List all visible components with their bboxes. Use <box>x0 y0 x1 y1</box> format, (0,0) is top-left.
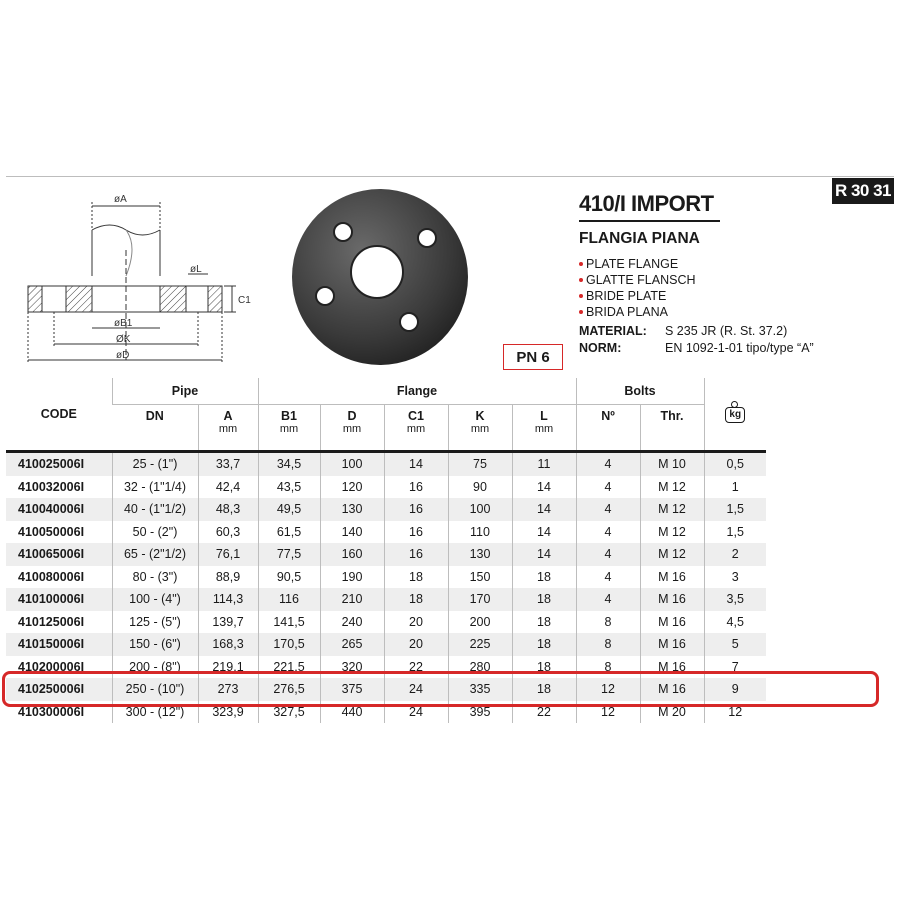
translation-item: BRIDE PLATE <box>579 288 696 304</box>
cell-l: 14 <box>512 498 576 521</box>
cell-d: 120 <box>320 476 384 499</box>
cell-c1: 24 <box>384 701 448 724</box>
cell-l: 18 <box>512 633 576 656</box>
cell-d: 210 <box>320 588 384 611</box>
cell-l: 18 <box>512 588 576 611</box>
cell-kg: 7 <box>704 656 766 679</box>
cell-code: 410080006I <box>18 569 85 584</box>
cell-b1: 170,5 <box>258 633 320 656</box>
cell-kg: 9 <box>704 678 766 701</box>
cell-dn: 50 - (2") <box>112 521 198 544</box>
cell-thr: M 16 <box>640 633 704 656</box>
cell-k: 395 <box>448 701 512 724</box>
translation-item: BRIDA PLANA <box>579 304 696 320</box>
cell-kg: 3,5 <box>704 588 766 611</box>
col-d-header: D mm <box>320 405 384 452</box>
cell-thr: M 10 <box>640 452 704 476</box>
cell-no: 12 <box>576 701 640 724</box>
cell-no: 4 <box>576 452 640 476</box>
cell-k: 335 <box>448 678 512 701</box>
cell-dn: 250 - (10") <box>112 678 198 701</box>
cell-a: 323,9 <box>198 701 258 724</box>
table-row <box>6 476 766 499</box>
cell-l: 14 <box>512 521 576 544</box>
table-row <box>6 611 766 634</box>
cell-no: 4 <box>576 543 640 566</box>
cell-no: 4 <box>576 566 640 589</box>
norm-value: EN 1092-1-01 tipo/type “A” <box>665 341 814 355</box>
cell-l: 18 <box>512 678 576 701</box>
cell-d: 100 <box>320 452 384 476</box>
flange-technical-drawing <box>20 190 260 370</box>
cell-kg: 2 <box>704 543 766 566</box>
dim-l-label: øL <box>190 264 202 275</box>
cell-code: 410032006I <box>18 479 85 494</box>
table-row <box>6 543 766 566</box>
cell-dn: 25 - (1") <box>112 452 198 476</box>
col-dn-header: DN <box>112 405 198 452</box>
table-row <box>6 678 766 701</box>
dim-a-label: øA <box>114 194 127 205</box>
cell-kg: 0,5 <box>704 452 766 476</box>
cell-b1: 43,5 <box>258 476 320 499</box>
cell-dn: 100 - (4") <box>112 588 198 611</box>
cell-c1: 16 <box>384 543 448 566</box>
cell-l: 22 <box>512 701 576 724</box>
cell-a: 139,7 <box>198 611 258 634</box>
cell-kg: 1,5 <box>704 521 766 544</box>
dim-c1-label: C1 <box>238 295 251 306</box>
cell-no: 8 <box>576 611 640 634</box>
cell-k: 100 <box>448 498 512 521</box>
group-bolts-header: Bolts <box>576 378 704 405</box>
cell-l: 18 <box>512 656 576 679</box>
catalog-code-badge: R 30 31 <box>832 178 894 204</box>
cell-d: 265 <box>320 633 384 656</box>
col-c1-header: C1 mm <box>384 405 448 452</box>
cell-code: 410040006I <box>6 498 112 521</box>
table-row <box>6 498 766 521</box>
col-code-header: CODE <box>6 378 112 452</box>
cell-k: 150 <box>448 566 512 589</box>
cell-d: 320 <box>320 656 384 679</box>
cell-d: 190 <box>320 566 384 589</box>
cell-d: 375 <box>320 678 384 701</box>
cell-dn: 40 - (1"1/2) <box>112 498 198 521</box>
cell-k: 200 <box>448 611 512 634</box>
translation-item: PLATE FLANGE <box>579 256 696 272</box>
col-no-header: Nº <box>576 405 640 452</box>
cell-a: 60,3 <box>198 521 258 544</box>
col-l-header: L mm <box>512 405 576 452</box>
cell-b1: 116 <box>258 588 320 611</box>
cell-c1: 18 <box>384 566 448 589</box>
cell-dn: 150 - (6") <box>112 633 198 656</box>
cell-dn: 32 - (1"1/4) <box>112 476 198 499</box>
cell-k: 110 <box>448 521 512 544</box>
cell-no: 4 <box>576 588 640 611</box>
material-value: S 235 JR (R. St. 37.2) <box>665 324 788 338</box>
cell-c1: 16 <box>384 521 448 544</box>
cell-d: 440 <box>320 701 384 724</box>
cell-thr: M 16 <box>640 656 704 679</box>
cell-thr: M 20 <box>640 701 704 724</box>
cell-no: 4 <box>576 476 640 499</box>
cell-no: 4 <box>576 521 640 544</box>
cell-thr: M 12 <box>640 476 704 499</box>
cell-no: 8 <box>576 656 640 679</box>
material-line <box>579 324 787 338</box>
norm-label: NORM: <box>579 341 622 355</box>
cell-code: 410150006I <box>6 633 112 656</box>
dim-b1-label: øB1 <box>114 318 133 329</box>
cell-a: 42,4 <box>198 476 258 499</box>
cell-c1: 22 <box>384 656 448 679</box>
cell-b1: 77,5 <box>258 543 320 566</box>
cell-k: 280 <box>448 656 512 679</box>
cell-b1: 90,5 <box>258 566 320 589</box>
cell-thr: M 16 <box>640 611 704 634</box>
cell-no: 4 <box>576 498 640 521</box>
norm-line <box>579 341 814 355</box>
cell-k: 75 <box>448 452 512 476</box>
cell-d: 160 <box>320 543 384 566</box>
cell-kg: 1,5 <box>704 498 766 521</box>
col-b1-header: B1 mm <box>258 405 320 452</box>
table-row <box>6 701 766 724</box>
table-row <box>6 452 766 476</box>
cell-code: 410065006I <box>6 543 112 566</box>
cell-a: 114,3 <box>198 588 258 611</box>
cell-k: 90 <box>448 476 512 499</box>
cell-thr: M 12 <box>640 498 704 521</box>
cell-k: 170 <box>448 588 512 611</box>
title-underline <box>579 220 720 222</box>
cell-l: 14 <box>512 476 576 499</box>
cell-d: 130 <box>320 498 384 521</box>
cell-kg: 4,5 <box>704 611 766 634</box>
cell-a: 273 <box>198 678 258 701</box>
cell-d: 240 <box>320 611 384 634</box>
cell-a: 88,9 <box>198 566 258 589</box>
cell-a: 168,3 <box>198 633 258 656</box>
cell-a: 33,7 <box>198 452 258 476</box>
cell-l: 11 <box>512 452 576 476</box>
translation-item: GLATTE FLANSCH <box>579 272 696 288</box>
cell-a: 48,3 <box>198 498 258 521</box>
flange-product-image <box>285 182 475 372</box>
cell-code: 410100006I <box>6 588 112 611</box>
cell-b1: 61,5 <box>258 521 320 544</box>
cell-b1: 221,5 <box>258 656 320 679</box>
col-k-header: K mm <box>448 405 512 452</box>
cell-thr: M 16 <box>640 566 704 589</box>
cell-l: 18 <box>512 611 576 634</box>
cell-dn: 65 - (2"1/2) <box>112 543 198 566</box>
table-row <box>6 566 766 589</box>
product-title: 410/I IMPORT <box>579 191 714 216</box>
cell-thr: M 16 <box>640 678 704 701</box>
cell-no: 12 <box>576 678 640 701</box>
cell-thr: M 16 <box>640 588 704 611</box>
col-thr-header: Thr. <box>640 405 704 452</box>
col-a-header: A mm <box>198 405 258 452</box>
table-row <box>6 656 766 679</box>
cell-c1: 20 <box>384 633 448 656</box>
cell-code: 410250006I <box>6 678 112 701</box>
translations-list <box>579 256 696 320</box>
cell-code: 410025006I <box>6 452 112 476</box>
weight-icon: kg <box>725 407 745 423</box>
group-flange-header: Flange <box>258 378 576 405</box>
cell-kg: 3 <box>704 566 766 589</box>
group-pipe-header: Pipe <box>112 378 258 405</box>
cell-no: 8 <box>576 633 640 656</box>
cell-dn: 200 - (8") <box>112 656 198 679</box>
col-weight-header <box>704 378 766 452</box>
cell-c1: 16 <box>384 498 448 521</box>
dimensions-table <box>6 378 766 723</box>
table-row <box>6 633 766 656</box>
dim-k-label: ØK <box>116 334 131 345</box>
cell-c1: 20 <box>384 611 448 634</box>
cell-c1: 16 <box>384 476 448 499</box>
cell-k: 225 <box>448 633 512 656</box>
top-rule <box>6 176 894 177</box>
cell-kg: 5 <box>704 633 766 656</box>
cell-l: 14 <box>512 543 576 566</box>
cell-b1: 327,5 <box>258 701 320 724</box>
cell-kg: 1 <box>704 476 766 499</box>
dim-d-label: øD <box>116 350 130 361</box>
cell-code: 410200006I <box>18 659 85 674</box>
cell-thr: M 12 <box>640 521 704 544</box>
cell-b1: 49,5 <box>258 498 320 521</box>
table-row <box>6 521 766 544</box>
table-row <box>6 588 766 611</box>
cell-code: 410125006I <box>18 614 85 629</box>
cell-a: 219,1 <box>198 656 258 679</box>
cell-b1: 276,5 <box>258 678 320 701</box>
cell-k: 130 <box>448 543 512 566</box>
cell-b1: 34,5 <box>258 452 320 476</box>
cell-dn: 80 - (3") <box>112 566 198 589</box>
cell-kg: 12 <box>704 701 766 724</box>
cell-c1: 14 <box>384 452 448 476</box>
cell-c1: 18 <box>384 588 448 611</box>
cell-d: 140 <box>320 521 384 544</box>
pressure-rating-badge: PN 6 <box>503 344 563 370</box>
cell-dn: 125 - (5") <box>112 611 198 634</box>
cell-b1: 141,5 <box>258 611 320 634</box>
cell-code: 410050006I <box>18 524 85 539</box>
product-subtitle: FLANGIA PIANA <box>579 230 700 247</box>
cell-l: 18 <box>512 566 576 589</box>
material-label: MATERIAL: <box>579 324 647 338</box>
cell-c1: 24 <box>384 678 448 701</box>
cell-a: 76,1 <box>198 543 258 566</box>
cell-dn: 300 - (12") <box>112 701 198 724</box>
cell-thr: M 12 <box>640 543 704 566</box>
cell-code: 410300006I <box>18 704 85 719</box>
